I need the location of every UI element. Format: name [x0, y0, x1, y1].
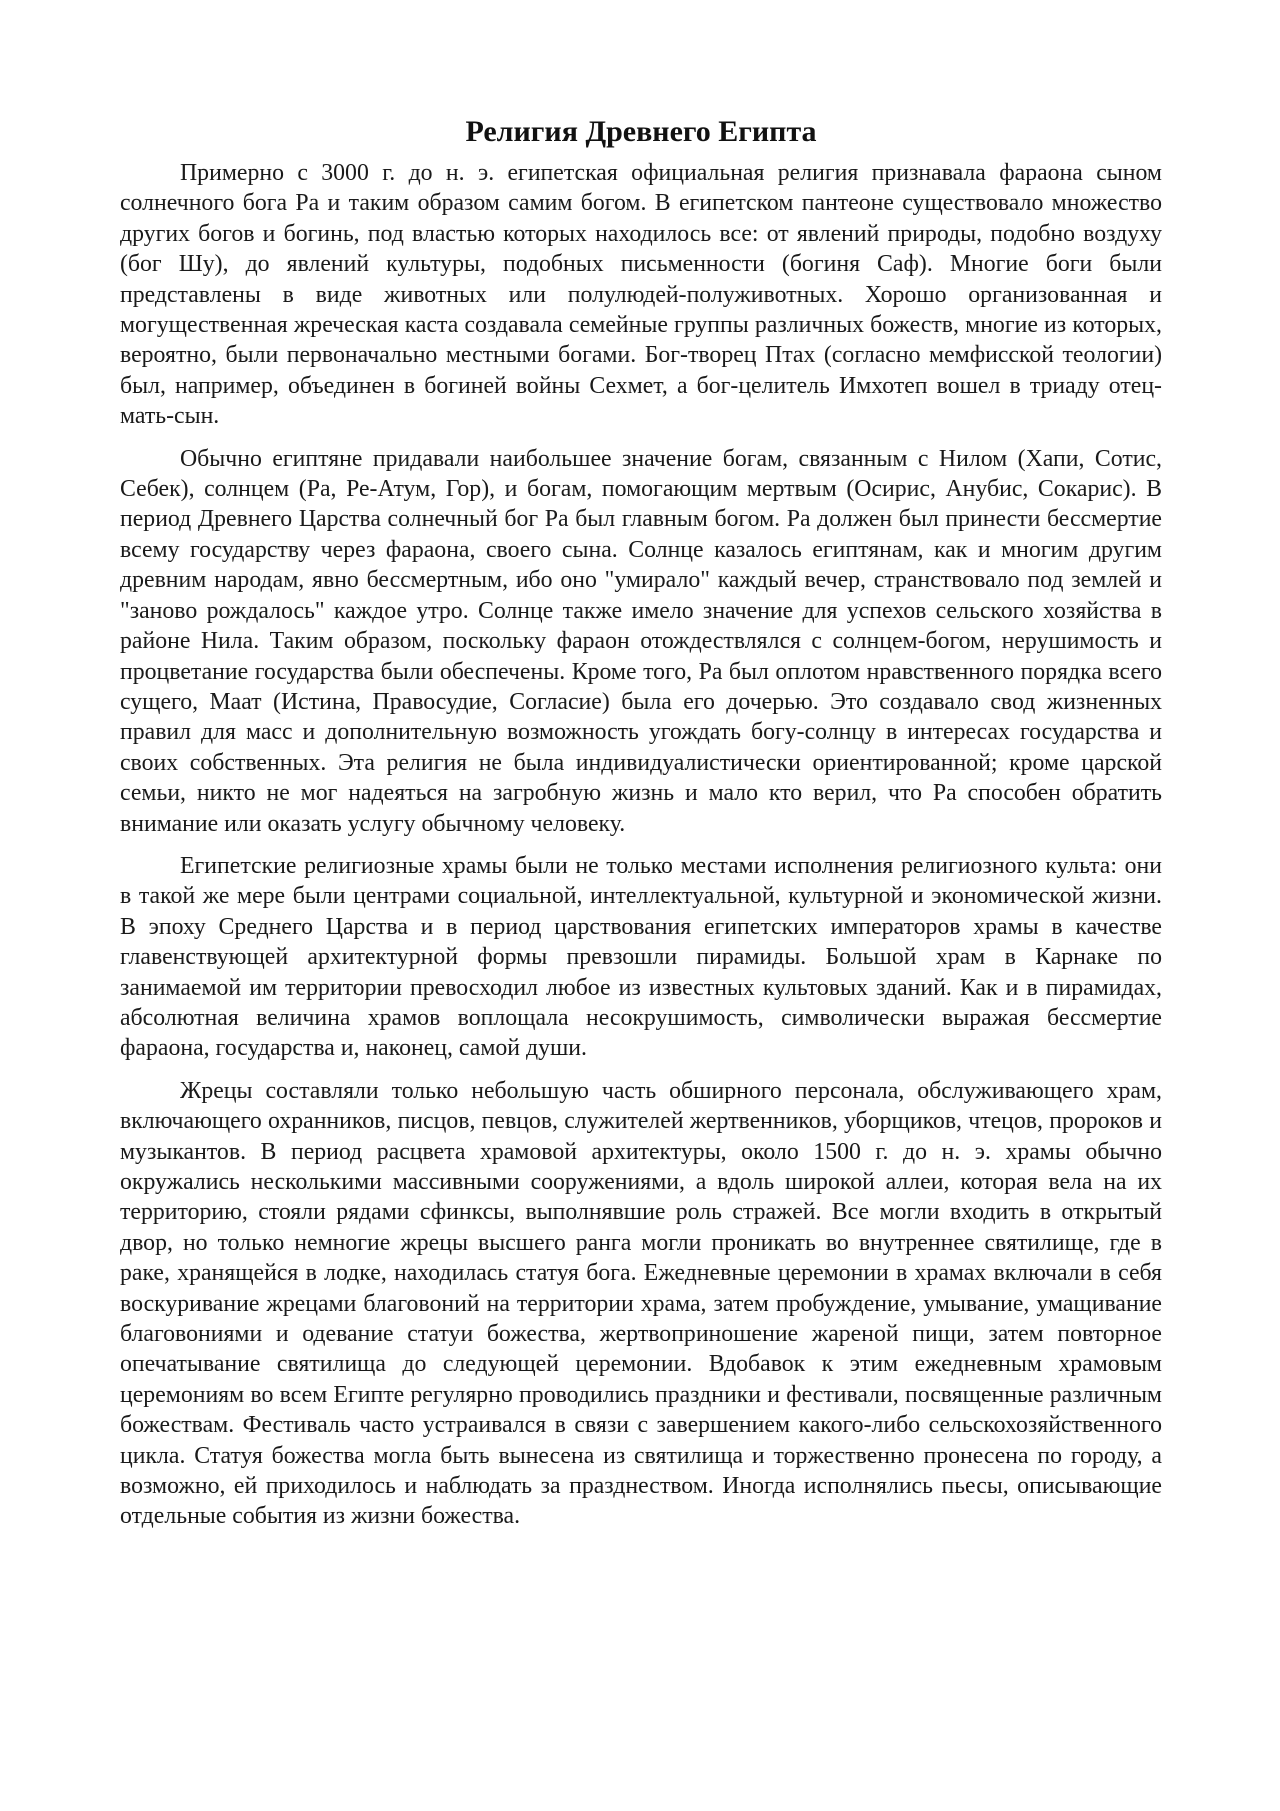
paragraph-1: Примерно с 3000 г. до н. э. египетская официальная религия признавала фараона сыном солнечного бога Ра и таким образом самим богом. В египетском пантеоне существовало множество других богов и богинь, под властью которых находилось все: от явлений природы, подобно воздуху (бог Шу), до явлений культуры, подобных письменности (богиня Саф). Многие боги были представлены в виде животных или полулюдей-полуживотных. Хорошо организованная и могущественная жреческая каста создавала семейные группы различных божеств, многие из которых, вероятно, были первоначально местными богами. Бог-творец Птах (согласно мемфисской теологии) был, например, объединен в богиней войны Сехмет, а бог-целитель Имхотеп вошел в триаду отец-мать-сын.: [120, 160, 1162, 430]
paragraph-4: Жрецы составляли только небольшую часть обширного персонала, обслуживающего храм, включающего охранников, писцов, певцов, служителей жертвенников, уборщиков, чтецов, пророков и музыкантов. В период расцвета храмовой архитектуры, около 1500 г. до н. э. храмы обычно окружались несколькими массивными сооружениями, а вдоль широкой аллеи, которая вела на их территорию, стояли рядами сфинксы, выполнявшие роль стражей. Все могли входить в открытый двор, но только немногие жрецы высшего ранга могли проникать во внутреннее святилище, где в раке, хранящейся в лодке, находилась статуя бога. Ежедневные церемонии в храмах включали в себя воскуривание жрецами благовоний на территории храма, затем пробуждение, умывание, умащивание благовониями и одевание статуи божества, жертвоприношение жареной пищи, затем повторное опечатывание святилища до следующей церемонии. Вдобавок к этим ежедневным храмовым церемониям во всем Египте регулярно проводились праздники и фестивали, посвященные различным божествам. Фестиваль часто устраивался в связи с завершением какого-либо сельскохозяйственного цикла. Статуя божества могла быть вынесена из святилища и торжественно пронесена по городу, а возможно, ей приходилось и наблюдать за празднеством. Иногда исполнялись пьесы, описывающие отдельные события из жизни божества.: [120, 1077, 1162, 1530]
document-page: [120, 112, 1162, 1544]
paragraph-3: Египетские религиозные храмы были не только местами исполнения религиозного культа: они в такой же мере были центрами социальной, интеллектуальной, культурной и экономической жизни. В эпоху Среднего Царства и в период царствования египетских императоров храмы в качестве главенствующей архитектурной формы превзошли пирамиды. Большой храм в Карнаке по занимаемой им территории превосходил любое из известных культовых зданий. Как и в пирамидах, абсолютная величина храмов воплощала несокрушимость, символически выражая бессмертие фараона, государства и, наконец, самой души.: [120, 852, 1162, 1062]
document-title: Религия Древнего Египта: [465, 115, 817, 148]
paragraph-2: Обычно египтяне придавали наибольшее значение богам, связанным с Нилом (Хапи, Сотис, Себек), солнцем (Ра, Ре-Атум, Гор), и богам, помогающим мертвым (Осирис, Анубис, Сокарис). В период Древнего Царства солнечный бог Ра был главным богом. Ра должен был принести бессмертие всему государству через фараона, своего сына. Солнце казалось египтянам, как и многим другим древним народам, явно бессмертным, ибо оно "умирало" каждый вечер, странствовало под землей и "заново рождалось" каждое утро. Солнце также имело значение для успехов сельского хозяйства в районе Нила. Таким образом, поскольку фараон отождествлялся с солнцем-богом, нерушимость и процветание государства были обеспечены. Кроме того, Ра был оплотом нравственного порядка всего сущего, Маат (Истина, Правосудие, Согласие) была его дочерью. Это создавало свод жизненных правил для масс и дополнительную возможность угождать богу-солнцу в интересах государства и своих собственных. Эта религия не была индивидуалистически ориентированной; кроме царской семьи, никто не мог надеяться на загробную жизнь и мало кто верил, что Ра способен обратить внимание или оказать услугу обычному человеку.: [120, 445, 1162, 837]
